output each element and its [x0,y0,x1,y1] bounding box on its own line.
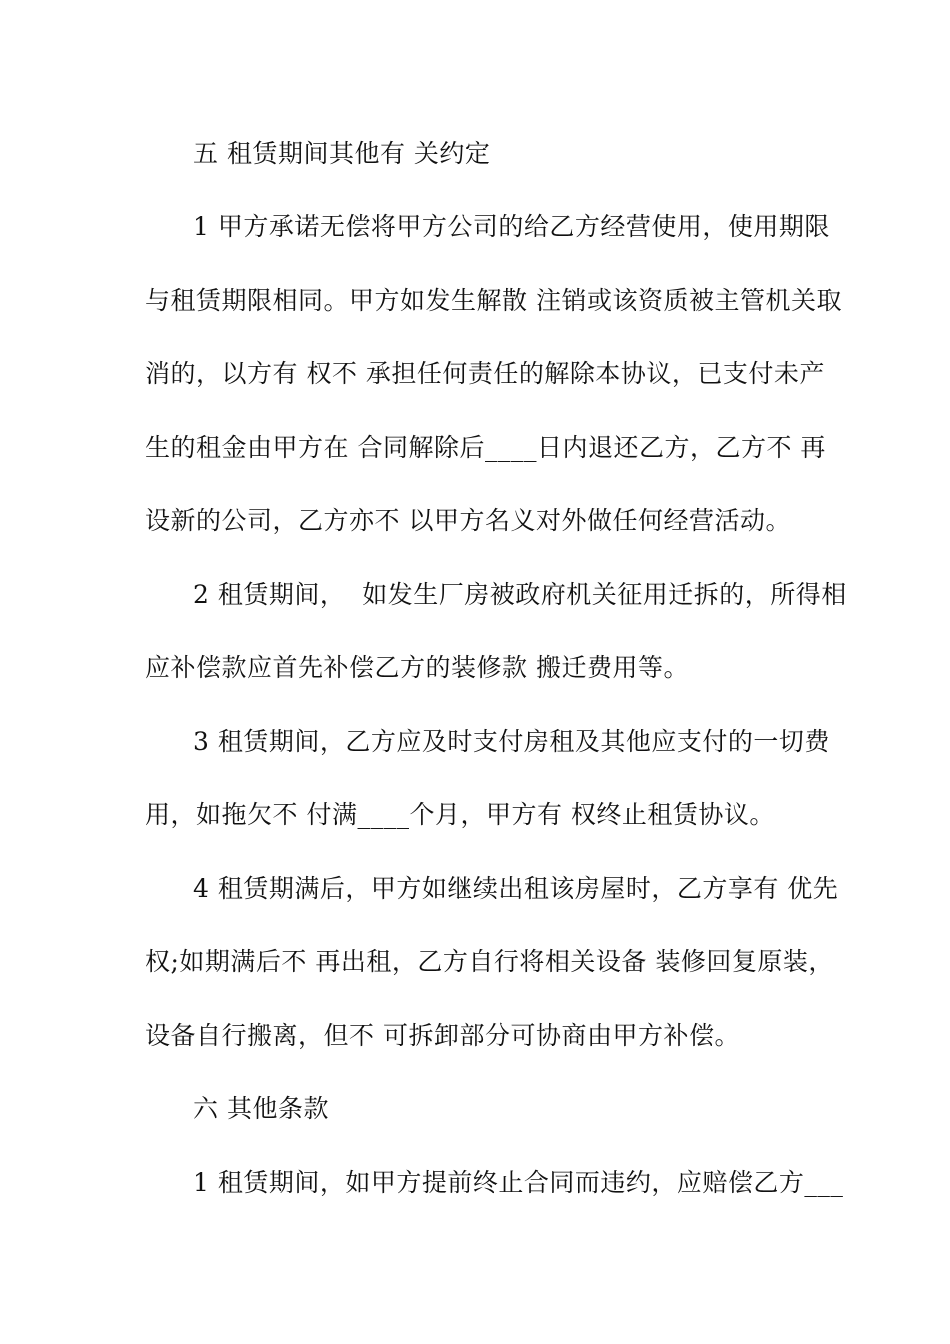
paragraph-line: 设备自行搬离，但不 可拆卸部分可协商由甲方补偿。 [145,1021,740,1050]
paragraph-line: 1 甲方承诺无偿将甲方公司的给乙方经营使用，使用期限 [193,212,830,241]
paragraph-line: 用，如拖欠不 付满____个月，甲方有 权终止租赁协议。 [145,800,775,829]
paragraph-line: 权;如期满后不 再出租，乙方自行将相关设备 装修回复原装， [145,947,834,976]
paragraph-line: 生的租金由甲方在 合同解除后____日内退还乙方，乙方不 再 [145,433,826,462]
paragraph-line: 与租赁期限相同。甲方如发生解散 注销或该资质被主管机关取 [145,286,842,315]
paragraph-line: 应补偿款应首先补偿乙方的装修款 搬迁费用等。 [145,653,689,682]
paragraph-line: 1 租赁期间，如甲方提前终止合同而违约，应赔偿乙方___ [193,1168,844,1197]
paragraph-line: 消的，以方有 权不 承担任何责任的解除本协议，已支付未产 [145,359,825,388]
section-six-heading: 六 其他条款 [193,1094,329,1123]
section-five-heading: 五 租赁期间其他有 关约定 [193,139,491,168]
paragraph-line: 设新的公司，乙方亦不 以甲方名义对外做任何经营活动。 [145,506,791,535]
paragraph-line: 3 租赁期间，乙方应及时支付房租及其他应支付的一切费 [193,727,830,756]
paragraph-line: 2 租赁期间， 如发生厂房被政府机关征用迁拆的，所得相 [193,580,847,609]
paragraph-line: 4 租赁期满后，甲方如继续出租该房屋时，乙方享有 优先 [193,874,839,903]
